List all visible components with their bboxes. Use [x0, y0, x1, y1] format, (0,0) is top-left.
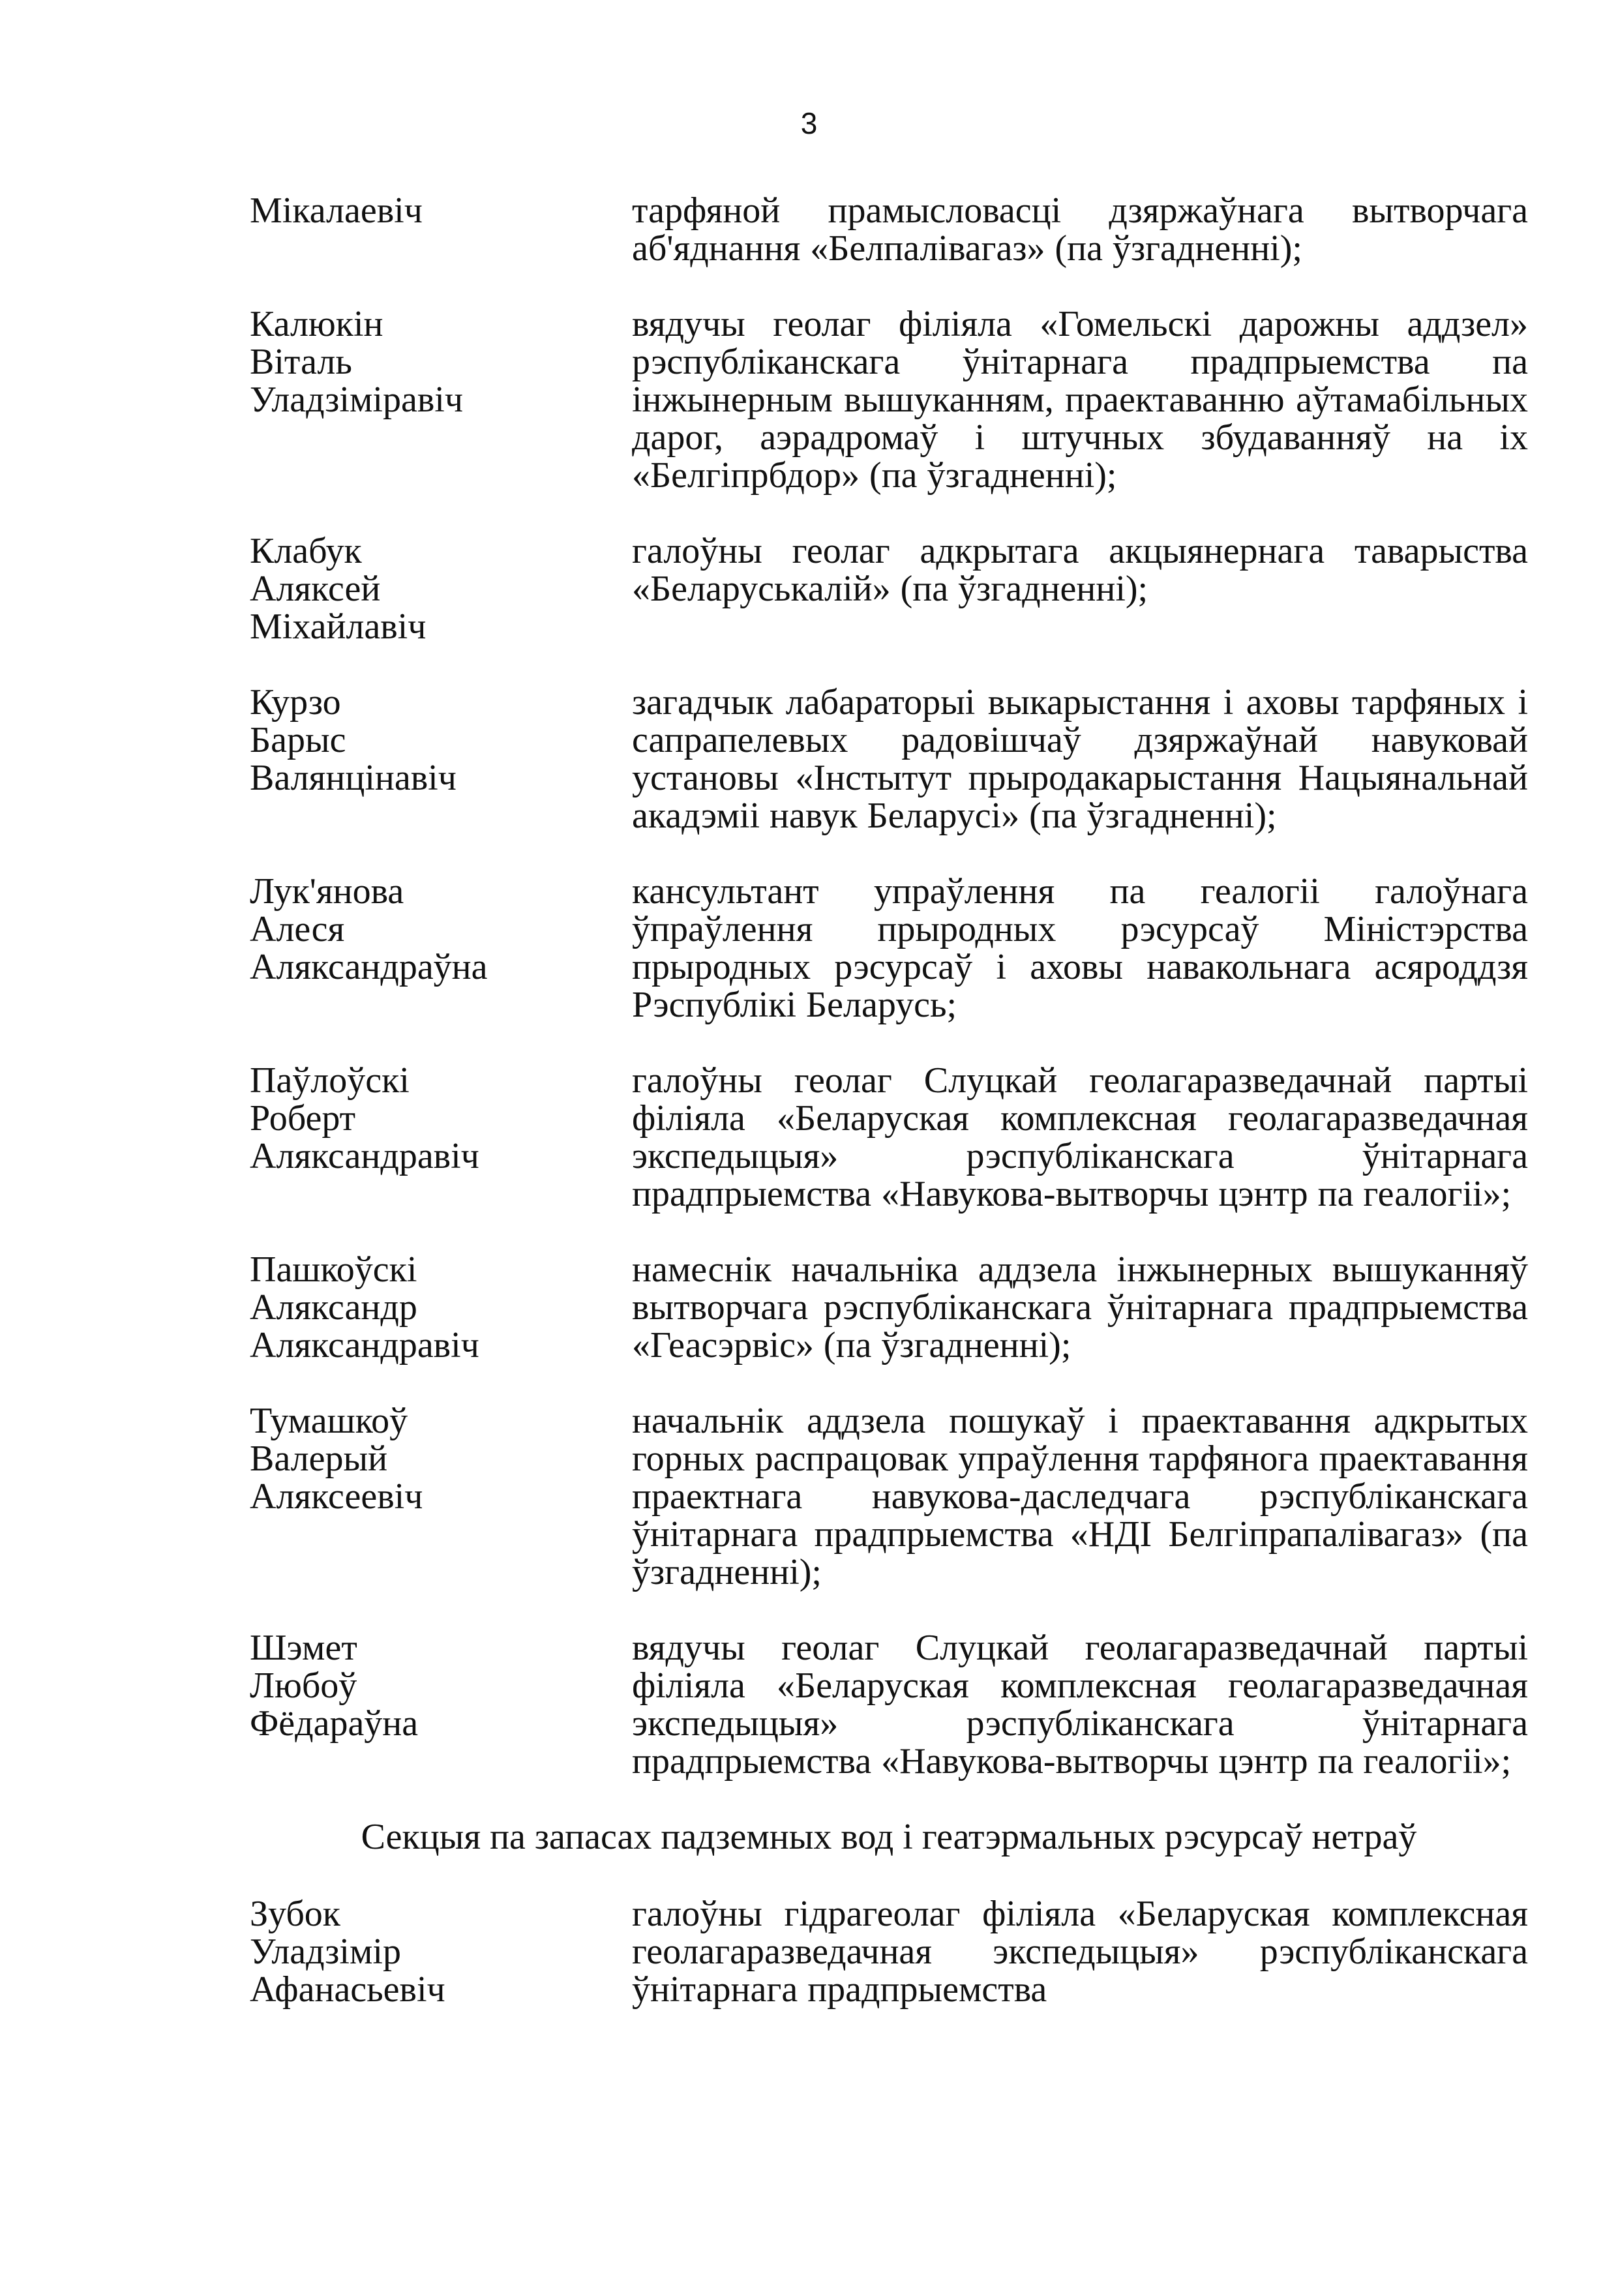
- member-name-line: Валерый: [250, 1439, 388, 1479]
- member-position: загадчык лабараторыі выкарыстання і аховы тарфяных і сапрапелевых радовішчаў дзяржаўнай навуковай установы «Інстытут прыродакарыстання Нацыянальнай акадэміі навук Беларусі» (па ўзгадненні);: [632, 682, 1528, 836]
- member-name-line: Аляксеевіч: [250, 1476, 423, 1517]
- member-name-line: Роберт: [250, 1098, 356, 1139]
- member-name-line: Зубок: [250, 1894, 341, 1934]
- member-name-line: Клабук: [250, 531, 362, 571]
- member-name-line: Аляксей: [250, 569, 381, 609]
- member-entry: [250, 1629, 1528, 1780]
- member-position: тарфяной прамысловасці дзяржаўнага вытворчага аб'яднання «Белпалівагаз» (па ўзгадненні);: [632, 190, 1528, 269]
- member-position: кансультант упраўлення па геалогіі галоўнага ўпраўлення прыродных рэсурсаў Міністэрства прыродных рэсурсаў і аховы навакольнага асяроддзя Рэспублікі Беларусь;: [632, 871, 1528, 1025]
- member-name-line: Барыс: [250, 720, 346, 760]
- member-position: намеснік начальніка аддзела інжынерных вышуканняў вытворчага рэспубліканскага ўнітарнага прадпрыемства «Геасэрвіс» (па ўзгадненні);: [632, 1249, 1528, 1365]
- member-name-line: Шэмет: [250, 1628, 357, 1668]
- member-name: [250, 683, 632, 835]
- member-name-line: Курзо: [250, 682, 341, 723]
- member-name-line: Пашкоўскі: [250, 1249, 417, 1290]
- member-position: вядучы геолаг філіяла «Гомельскі дарожны аддзел» рэспубліканскага ўнітарнага прадпрыемства па інжынерным вышуканням, праектаванню аўтамабільных дарог, аэрадромаў і штучных збудаванняў на іх «Белгіпрбдор» (па ўзгадненні);: [632, 304, 1528, 496]
- entries-before-section: [250, 192, 1528, 1780]
- member-position: галоўны гідрагеолаг філіяла «Беларуская комплексная геолагаразведачная экспедыцыя» рэспубліканскага ўнітарнага прадпрыемства: [632, 1894, 1528, 2010]
- member-name: [250, 1062, 632, 1213]
- member-entry: [250, 1402, 1528, 1591]
- member-name: [250, 1629, 632, 1780]
- member-position: вядучы геолаг Слуцкай геолагаразведачнай партыі філіяла «Беларуская комплексная геолагаразведачная экспедыцыя» рэспубліканскага ўнітарнага прадпрыемства «Навукова-вытворчы цэнтр па геалогіі»;: [632, 1628, 1528, 1782]
- member-name-line: Валянцінавіч: [250, 758, 457, 798]
- member-name-line: Аляксандравіч: [250, 1325, 479, 1365]
- member-entry: [250, 305, 1528, 494]
- member-name-line: Аляксандраўна: [250, 947, 488, 987]
- member-name-line: Уладзімір: [250, 1931, 401, 1972]
- member-entry: [250, 1062, 1528, 1213]
- member-name: [250, 1402, 632, 1591]
- member-name-line: Паўлоўскі: [250, 1060, 410, 1101]
- member-name-line: Лук'янова: [250, 871, 404, 912]
- section-heading: Секцыя па запасах падземных вод і геатэрмальных рэсурсаў нетраў: [361, 1817, 1417, 1857]
- member-name: [250, 872, 632, 1024]
- member-list: [250, 192, 1528, 2046]
- page-number: 3: [800, 106, 818, 140]
- member-entry: [250, 1251, 1528, 1364]
- member-name-line: Міхайлавіч: [250, 606, 427, 647]
- member-entry: [250, 532, 1528, 646]
- member-name: [250, 1251, 632, 1364]
- member-name-line: Алеся: [250, 909, 345, 949]
- member-position: начальнік аддзела пошукаў і праектавання адкрытых горных распрацовак упраўлення тарфянога праектавання праектнага навукова-даследчага рэспубліканскага ўнітарнага прадпрыемства «НДІ Белгіпрапалівагаз» (па ўзгадненні);: [632, 1401, 1528, 1592]
- member-name-line: Тумашкоў: [250, 1401, 408, 1441]
- member-name-line: Фёдараўна: [250, 1703, 419, 1744]
- member-name: [250, 305, 632, 494]
- member-name-line: Любоў: [250, 1665, 357, 1706]
- member-name-line: Мікалаевіч: [250, 190, 423, 231]
- member-name: [250, 532, 632, 646]
- entries-after-section: [250, 1895, 1528, 2008]
- member-position: галоўны геолаг Слуцкай геолагаразведачнай партыі філіяла «Беларуская комплексная геолагаразведачная экспедыцыя» рэспубліканскага ўнітарнага прадпрыемства «Навукова-вытворчы цэнтр па геалогіі»;: [632, 1060, 1528, 1214]
- member-entry: [250, 1895, 1528, 2008]
- member-entry: [250, 683, 1528, 835]
- member-name-line: Аляксандравіч: [250, 1136, 479, 1176]
- member-position: галоўны геолаг адкрытага акцыянернага таварыства «Беларуськалій» (па ўзгадненні);: [632, 531, 1528, 609]
- member-name-line: Уладзіміравіч: [250, 380, 464, 420]
- member-name: [250, 1895, 632, 2008]
- member-name-line: Калюкін: [250, 304, 383, 344]
- member-name-line: Аляксандр: [250, 1287, 417, 1328]
- member-entry: [250, 192, 1528, 267]
- member-entry: [250, 872, 1528, 1024]
- member-name: [250, 192, 632, 267]
- member-name-line: Віталь: [250, 342, 352, 382]
- member-name-line: Афанасьевіч: [250, 1969, 445, 2010]
